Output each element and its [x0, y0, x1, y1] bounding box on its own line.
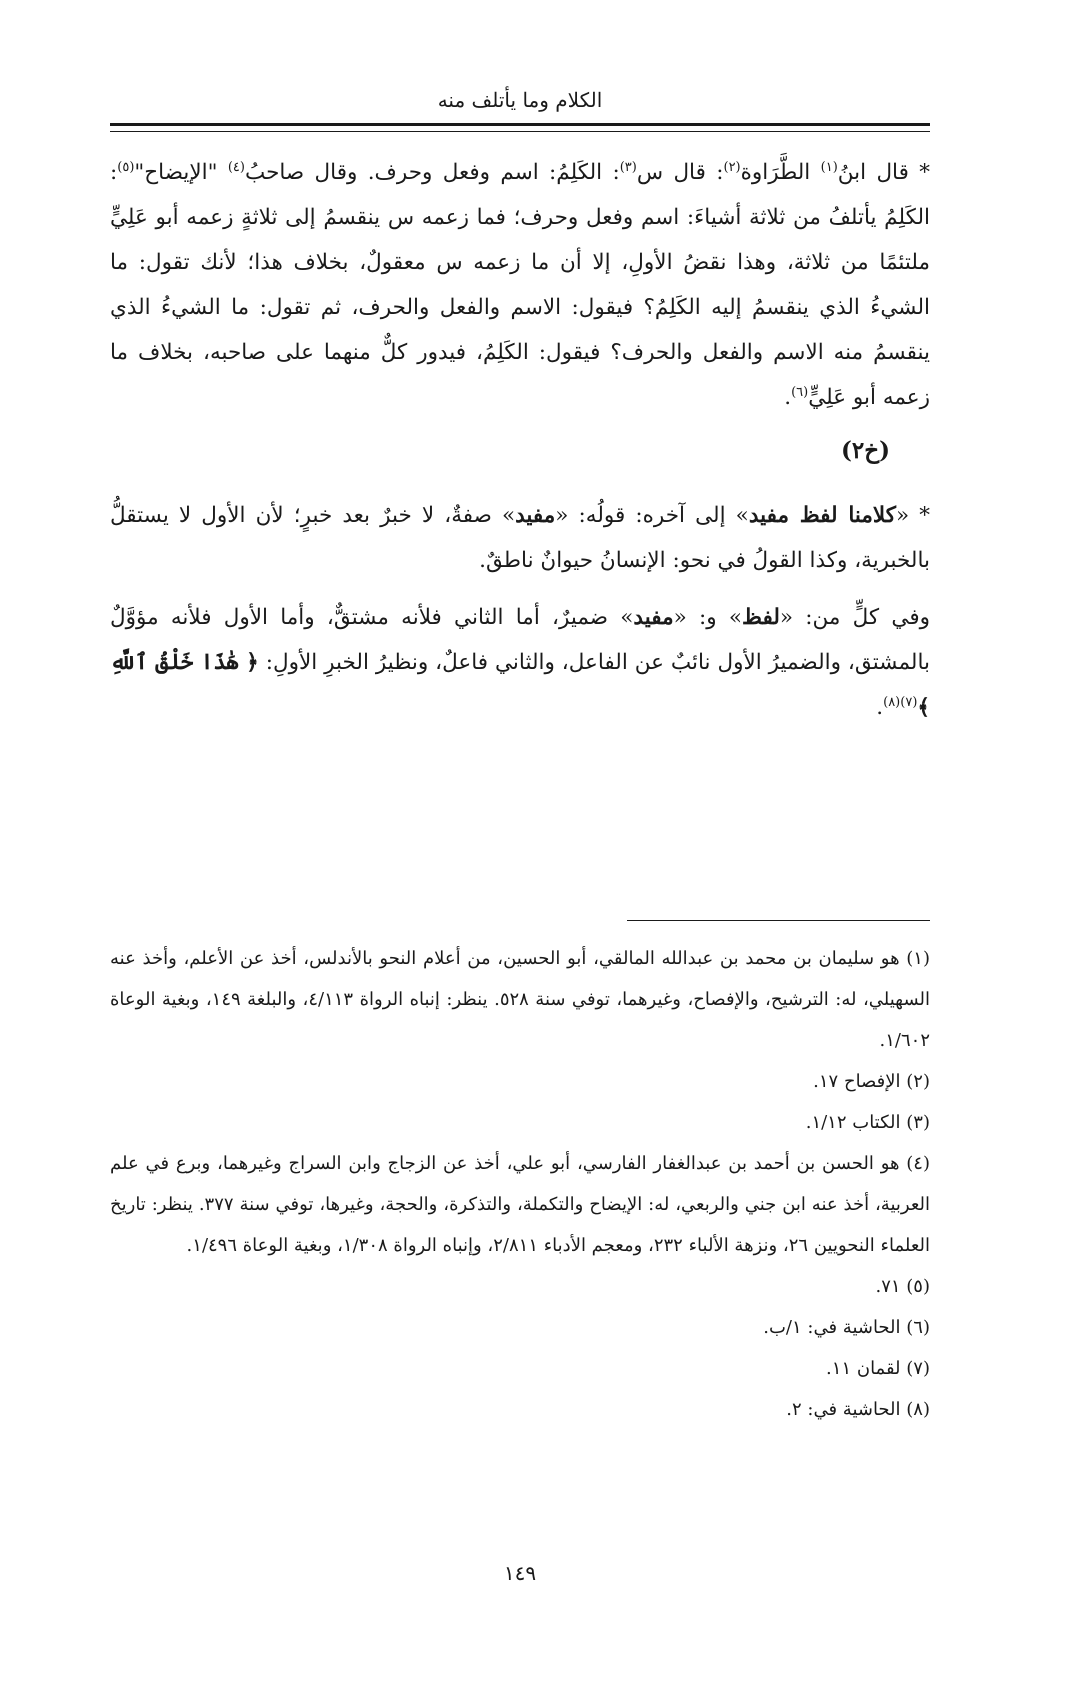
quran-quote: ﴿ هَٰذَا خَلْقُ ٱللَّهِ ﴾: [110, 650, 930, 720]
footnote-7: (٧) لقمان ١١.: [826, 1358, 930, 1379]
footnote-ref-3[interactable]: (٣): [619, 159, 637, 175]
text-run: وفي كلٍّ من: «: [779, 605, 930, 630]
footnote-ref-1[interactable]: (١): [820, 159, 838, 175]
main-text: [110, 150, 930, 730]
text-run: : الكَلِمُ يأتلفُ من ثلاثة أشياءَ: اسم وفعل وحرف؛ فما زعمه س ينقسمُ إلى ثلاثةٍ زعمه أبو عَلِيٍّ ملتئمًا من ثلاثة، وهذا نقضُ الأولِ، إلا أن ما زعمه س معقولٌ، بخلاف هذا؛ لأنك تقول: ما الشيءُ الذي ينقسمُ إليه الكَلِمُ؟ فيقول: الاسم والفعل والحرف، ثم تقول: ما الشيءُ الذي ينقسمُ منه الاسم والفعل والحرف؟ فيقول: الكَلِمُ، فيدور كلٌّ منهما على صاحبه، بخلاف ما زعمه أبو عَلِيٍّ: [110, 160, 930, 410]
paragraph-1: [110, 150, 930, 420]
text-run: * قال ابنُ: [837, 160, 930, 185]
text-run: » و: «: [673, 605, 743, 630]
footnote-4: (٤) هو الحسن بن أحمد بن عبدالغفار الفارسي، أبو علي، أخذ عن الزجاج وابن السراج وغيرهما، وبرع في علم العربية، أخذ عنه ابن جني والربعي، له: الإيضاح والتكملة، والتذكرة، والحجة، وغيرها، توفي سنة ٣٧٧. ينظر: تاريخ العلماء النحويين ٢٦، ونزهة الألباء ٢٣٢، ومعجم الأدباء ٢/٨١١، وإنباه الرواة ١/٣٠٨، وبغية الوعاة ١/٤٩٦.: [110, 1153, 931, 1256]
page-number: ١٤٩: [503, 1561, 537, 1585]
text-run: : قال س: [636, 160, 724, 185]
bold-quote: كلامنا لفظ مفيد: [748, 503, 896, 528]
footnote-2: (٢) الإفصاح ١٧.: [813, 1071, 930, 1092]
footnote-5: (٥) ٧١.: [875, 1276, 930, 1297]
footnote-ref-2[interactable]: (٢): [723, 159, 741, 175]
footnote-8: (٨) الحاشية في: ٢.: [786, 1399, 930, 1420]
text-run: "الإيضاح": [134, 160, 228, 185]
footnote-ref-5[interactable]: (٥): [117, 159, 135, 175]
text-run: » ضميرٌ، أما الثاني فلأنه مشتقٌّ، وأما الأول فلأنه مؤوَّلٌ بالمشتق، والضميرُ الأول نائبٌ عن الفاعل، والثاني فاعلٌ، ونظيرُ الخبرِ الأولِ:: [110, 605, 930, 675]
text-run: * «: [895, 503, 930, 528]
bold-quote: مفيد: [515, 503, 556, 528]
footnotes: [110, 938, 930, 1430]
footnote-ref-4[interactable]: (٤): [227, 159, 245, 175]
text-run: .: [876, 695, 884, 720]
text-run: الطَّرَاوة: [740, 160, 821, 185]
text-run: » صفةٌ، لا خبرٌ بعد خبرٍ؛ لأن الأول لا يستقلُّ بالخبرية، وكذا القولُ في نحو: الإنسانُ حيوانٌ ناطقٌ.: [110, 503, 930, 573]
paragraph-2: [110, 493, 930, 583]
header-rule-thin: [110, 131, 930, 132]
footnote-ref-7-8[interactable]: (٧)(٨): [883, 694, 918, 710]
text-run: : الكَلِمُ: اسم وفعل وحرف. وقال صاحبُ: [244, 160, 620, 185]
footnote-6: (٦) الحاشية في: ١/ب.: [763, 1317, 930, 1338]
footnote-3: (٣) الكتاب ١/١٢.: [805, 1112, 930, 1133]
header-rule-thick: [110, 123, 930, 126]
bold-quote: مفيد: [633, 605, 674, 630]
text-run: » إلى آخره: قولُه: «: [555, 503, 749, 528]
footnote-ref-6[interactable]: (٦): [791, 384, 809, 400]
bold-quote: لفظ: [742, 605, 780, 630]
section-mark: (خ٢): [841, 437, 890, 464]
running-title: الكلام وما يأتلف منه: [437, 88, 603, 112]
footnote-1: (١) هو سليمان بن محمد بن عبدالله المالقي، أبو الحسين، من أعلام النحو بالأندلس، أخذ عن الأعلم، وأخذ عنه السهيلي، له: الترشيح، والإفصاح، وغيرهما، توفي سنة ٥٢٨. ينظر: إنباه الرواة ٤/١١٣، والبلغة ١٤٩، وبغية الوعاة ١/٦٠٢.: [110, 948, 930, 1051]
footnote-separator: [627, 920, 930, 921]
text-run: .: [784, 385, 792, 410]
paragraph-3: [110, 595, 930, 730]
